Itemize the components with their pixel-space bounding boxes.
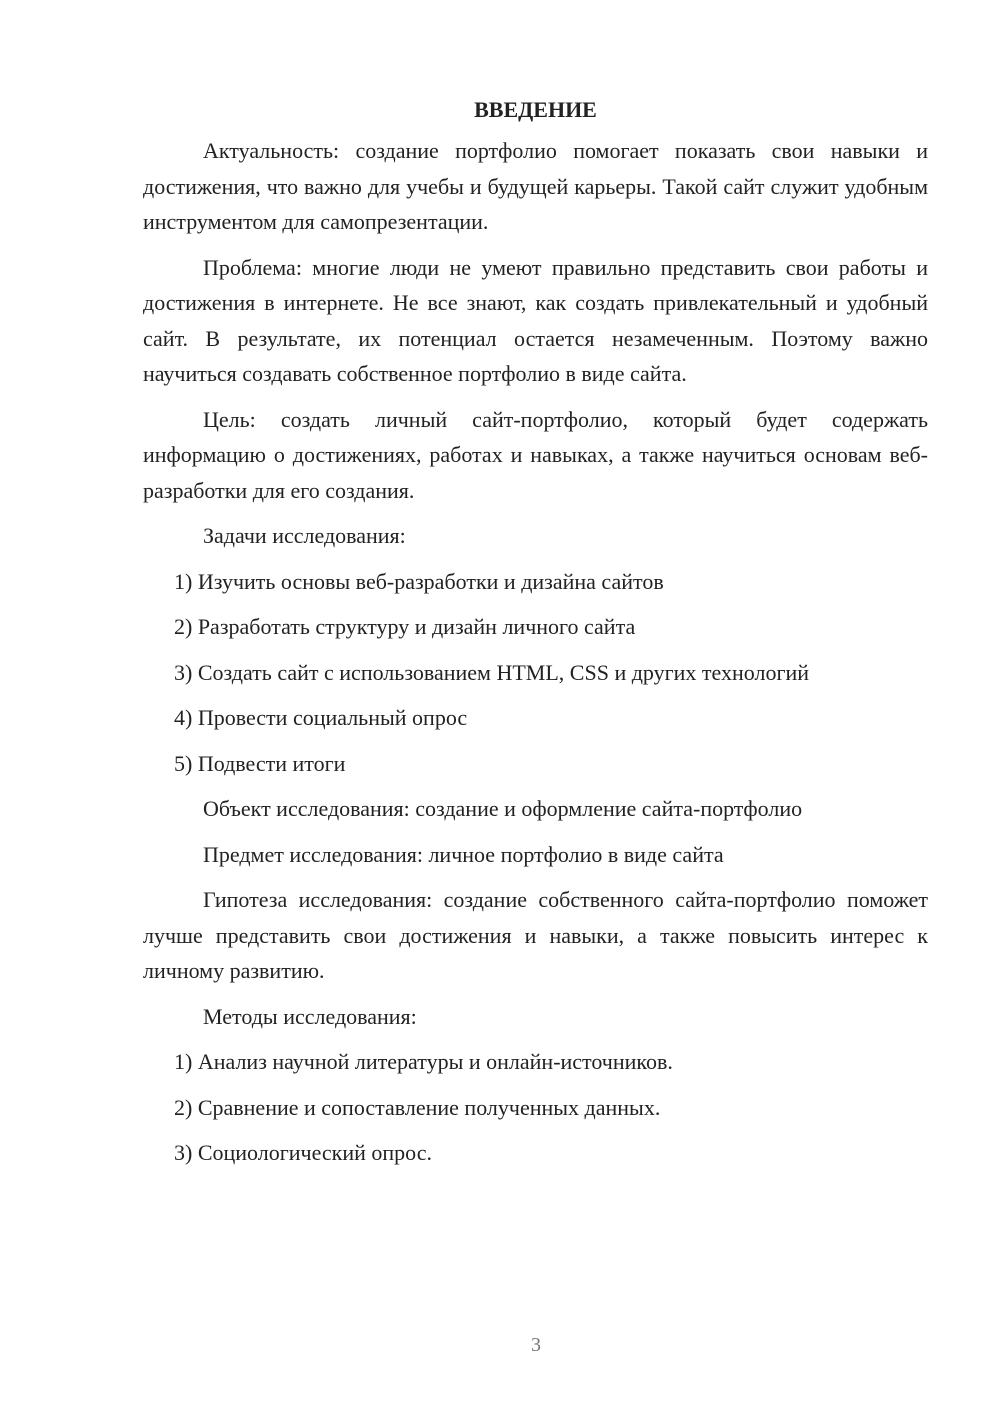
page-content — [143, 92, 928, 1181]
page-number: 3 — [531, 1334, 541, 1356]
goal-paragraph: Цель: создать личный сайт-портфолио, который будет содержать информацию о достижениях, работах и навыках, а также научиться основам веб-разработки для его создания. — [143, 406, 928, 503]
method-item: 2) Сравнение и сопоставление полученных данных. — [174, 1094, 661, 1120]
method-item: 1) Анализ научной литературы и онлайн-источников. — [174, 1049, 673, 1074]
research-object: Объект исследования: создание и оформление сайта-портфолио — [203, 796, 803, 821]
section-title: ВВЕДЕНИЕ — [474, 97, 597, 122]
task-item: 4) Провести социальный опрос — [174, 705, 468, 730]
tasks-heading: Задачи исследования: — [203, 523, 406, 548]
research-subject: Предмет исследования: личное портфолио в виде сайта — [203, 841, 724, 867]
task-item: 2) Разработать структуру и дизайн личного сайта — [174, 614, 636, 639]
task-item: 5) Подвести итоги — [174, 750, 346, 776]
task-item: 3) Создать сайт с использованием HTML, CSS и других технологий — [174, 659, 810, 685]
methods-heading: Методы исследования: — [203, 1003, 417, 1029]
hypothesis-paragraph: Гипотеза исследования: создание собственного сайта-портфолио поможет лучше представить свои достижения и навыки, а также повысить интерес к личному развитию. — [143, 887, 928, 983]
task-item: 1) Изучить основы веб-разработки и дизайна сайтов — [174, 568, 664, 594]
problem-paragraph: Проблема: многие люди не умеют правильно представить свои работы и достижения в интернете. Не все знают, как создать привлекательный и удобный сайт. В результате, их потенциал остается незамеченным. Поэтому важно научиться создавать собственное портфолио в виде сайта. — [143, 254, 928, 386]
relevance-paragraph: Актуальность: создание портфолио помогает показать свои навыки и достижения, что важно для учебы и будущей карьеры. Такой сайт служит удобным инструментом для самопрезентации. — [143, 138, 928, 234]
method-item: 3) Социологический опрос. — [174, 1140, 432, 1165]
